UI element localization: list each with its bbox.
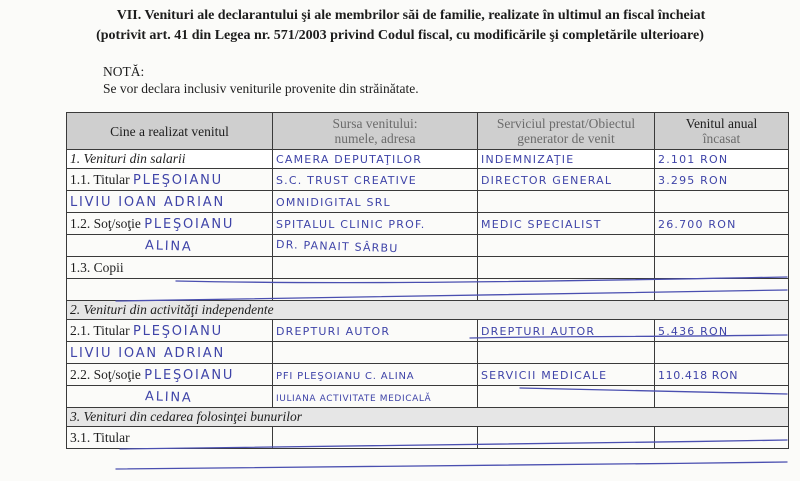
hw-source: IULIANA ACTIVITATE MEDICALĂ — [276, 393, 432, 404]
col-who-label: Cine a realizat venitul — [110, 123, 229, 139]
table-row — [67, 169, 789, 191]
hw-name: PLEŞOIANU — [144, 216, 235, 232]
hw-cell — [655, 169, 789, 191]
hw-source: SPITALUL CLINIC PROF. — [276, 217, 426, 231]
table-header-row — [67, 113, 789, 150]
col-source-l1: Sursa venitului: — [332, 116, 418, 131]
empty-cell — [478, 191, 655, 213]
col-income-l1: Venitul anual — [685, 116, 758, 131]
col-header-income — [655, 113, 789, 150]
hw-cell — [478, 150, 655, 169]
empty-cell — [655, 257, 789, 279]
empty-cell — [273, 427, 478, 449]
hw-name: ALINA — [144, 388, 193, 406]
col-service-l2: generator de venit — [517, 131, 615, 146]
hw-source: S.C. TRUST CREATIVE — [276, 173, 417, 187]
table-row — [67, 235, 789, 257]
hw-cell — [273, 213, 478, 235]
empty-cell — [478, 279, 655, 301]
hw-source: PFI PLEŞOIANU C. ALINA — [276, 370, 415, 382]
empty-cell — [478, 342, 655, 364]
table-row — [67, 257, 789, 279]
section-row-independent — [67, 301, 789, 320]
col-source-l2: numele, adresa — [334, 131, 416, 146]
hw-name: ALINA — [144, 237, 193, 255]
empty-cell — [273, 342, 478, 364]
empty-cell — [655, 235, 789, 257]
hw-source: CAMERA DEPUTAŢILOR — [276, 153, 423, 166]
empty-cell — [478, 257, 655, 279]
hw-source: DREPTURI AUTOR — [276, 324, 391, 338]
hw-name: LIVIU IOAN ADRIAN — [70, 345, 226, 361]
hw-cell — [273, 364, 478, 386]
hw-cell — [273, 191, 478, 213]
section-title: 1. Venituri din salarii — [67, 150, 273, 169]
col-header-source — [273, 113, 478, 150]
empty-cell — [478, 427, 655, 449]
hw-income: 26.700 RON — [658, 217, 737, 231]
empty-cell — [655, 386, 789, 408]
hw-income: 110.418 RON — [658, 368, 739, 382]
row-label: 3.1. Titular — [70, 429, 130, 445]
row-label: 1.1. Titular — [70, 171, 130, 187]
section-title: 2. Venituri din activităţi independente — [67, 301, 789, 320]
hw-cell — [273, 386, 478, 408]
hw-cell — [67, 386, 273, 408]
col-service-l1: Serviciul prestat/Obiectul — [496, 116, 636, 131]
hw-source: DR. PANAIT SÂRBU — [275, 237, 399, 255]
hw-cell — [273, 169, 478, 191]
hw-cell — [655, 213, 789, 235]
empty-cell — [478, 386, 655, 408]
col-header-who — [67, 113, 273, 150]
empty-cell — [655, 279, 789, 301]
hw-source: OMNIDIGITAL SRL — [276, 195, 391, 209]
hw-cell — [67, 191, 273, 213]
hw-service: INDEMNIZAŢIE — [481, 153, 575, 166]
row-label-cell — [67, 257, 273, 279]
hw-name: PLEŞOIANU — [133, 172, 223, 188]
hw-cell — [478, 320, 655, 342]
empty-cell — [478, 235, 655, 257]
nota-text: Se vor declara inclusiv veniturile provenite din străinătate. — [103, 81, 419, 96]
row-label-cell — [67, 169, 273, 191]
row-label: 2.2. Soţ/soţie — [70, 366, 141, 382]
table-row — [67, 191, 789, 213]
hw-service: DREPTURI AUTOR — [481, 324, 596, 338]
section-title: 3. Venituri din cedarea folosinţei bunurilor — [67, 408, 789, 427]
hw-name: LIVIU IOAN ADRIAN — [70, 194, 226, 210]
row-label: 1.2. Soţ/soţie — [70, 215, 141, 231]
section-heading: VII. Venituri ale declarantului şi ale membrilor săi de familie, realizate în ultimul an fiscal încheiat — [116, 8, 706, 23]
row-label: 1.3. Copii — [70, 259, 124, 275]
hw-cell — [273, 235, 478, 257]
table-row — [67, 364, 789, 386]
nota-block — [103, 63, 419, 97]
table-row — [67, 213, 789, 235]
hw-service: MEDIC SPECIALIST — [481, 217, 602, 231]
hw-service: SERVICII MEDICALE — [481, 368, 608, 382]
row-label-cell — [67, 213, 273, 235]
row-label-cell — [67, 427, 273, 449]
row-label-cell — [67, 364, 273, 386]
hw-service: DIRECTOR GENERAL — [481, 173, 613, 187]
table-row — [67, 320, 789, 342]
strike-line — [116, 462, 787, 469]
empty-cell — [655, 427, 789, 449]
hw-cell — [478, 169, 655, 191]
section-subheading: (potrivit art. 41 din Legea nr. 571/2003 privind Codul fiscal, cu modificările şi completările ulterioare) — [96, 28, 704, 43]
col-income-l2: încasat — [702, 131, 741, 146]
empty-cell — [655, 342, 789, 364]
income-table — [66, 112, 789, 449]
hw-income: 5.436 RON — [658, 324, 729, 338]
empty-cell — [273, 279, 478, 301]
hw-cell — [273, 320, 478, 342]
hw-name: PLEŞOIANU — [144, 367, 235, 383]
hw-cell — [655, 364, 789, 386]
table-row — [67, 342, 789, 364]
hw-cell — [67, 342, 273, 364]
table-row — [67, 279, 789, 301]
col-header-service — [478, 113, 655, 150]
row-label: 2.1. Titular — [70, 322, 130, 338]
empty-cell — [67, 279, 273, 301]
hw-name: PLEŞOIANU — [133, 323, 223, 339]
hw-income: 3.295 RON — [658, 173, 729, 187]
hw-cell — [273, 150, 478, 169]
hw-cell — [655, 150, 789, 169]
table-row — [67, 427, 789, 449]
hw-cell — [655, 320, 789, 342]
section-row-salaries — [67, 150, 789, 169]
empty-cell — [273, 257, 478, 279]
table-row — [67, 386, 789, 408]
nota-label: NOTĂ: — [103, 64, 145, 79]
hw-cell — [478, 364, 655, 386]
hw-income: 2.101 RON — [658, 153, 729, 166]
row-label-cell — [67, 320, 273, 342]
hw-cell — [67, 235, 273, 257]
hw-cell — [478, 213, 655, 235]
empty-cell — [655, 191, 789, 213]
section-row-rental — [67, 408, 789, 427]
